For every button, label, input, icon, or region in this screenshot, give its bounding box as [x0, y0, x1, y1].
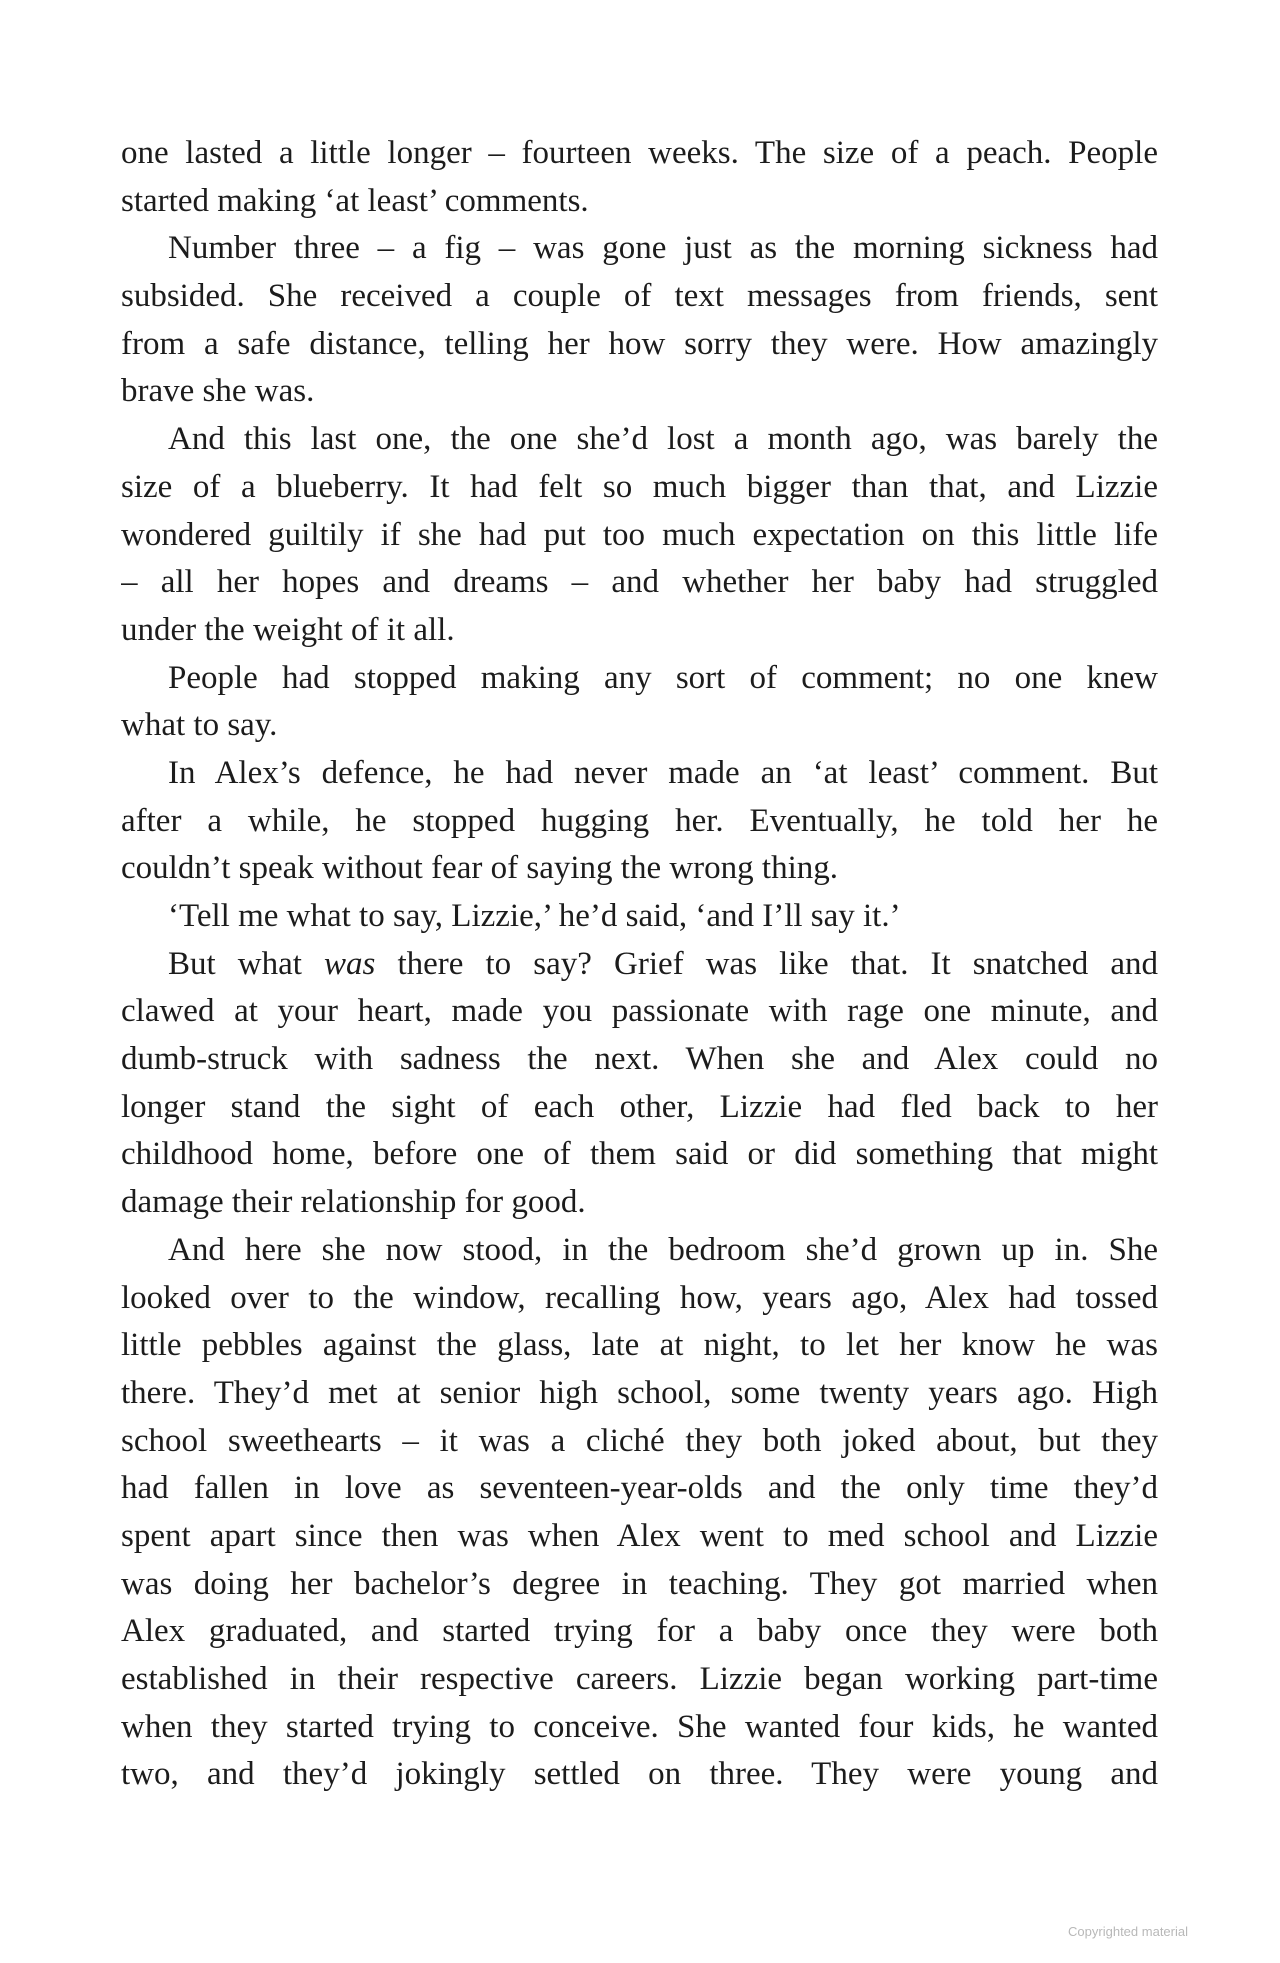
paragraph	[121, 655, 1158, 750]
text-line: Alex graduated, and started trying for a baby once they were both	[121, 1613, 1158, 1650]
text-line	[121, 941, 1158, 989]
text-line: And here she now stood, in the bedroom she’d grown up in. She	[168, 1231, 1158, 1268]
text-line: was doing her bachelor’s degree in teaching. They got married when	[121, 1565, 1158, 1602]
text-line: from a safe distance, telling her how sorry they were. How amazingly	[121, 325, 1158, 362]
text-line: People had stopped making any sort of comment; no one knew	[168, 659, 1158, 696]
text-line: established in their respective careers. Lizzie began working part-time	[121, 1661, 1158, 1697]
text-line: ‘Tell me what to say, Lizzie,’ he’d said, ‘and I’ll say it.’	[168, 898, 901, 934]
paragraph	[121, 130, 1158, 225]
text-line: clawed at your heart, made you passionate with rage one minute, and	[121, 993, 1158, 1030]
paragraph	[121, 1227, 1158, 1799]
text-line: under the weight of it all.	[121, 611, 455, 648]
text-line: And this last one, the one she’d lost a month ago, was barely the	[168, 421, 1158, 458]
text-line: – all her hopes and dreams – and whether her baby had struggled	[121, 564, 1158, 601]
text-line: little pebbles against the glass, late at night, to let her know he was	[121, 1327, 1158, 1364]
copyright-notice: Copyrighted material	[1068, 1924, 1188, 1939]
paragraph	[121, 416, 1158, 654]
text-line: spent apart since then was when Alex went to med school and Lizzie	[121, 1517, 1158, 1554]
text-segment: there to say? Grief was like that. It snatched and	[375, 945, 1158, 982]
text-line: In Alex’s defence, he had never made an ‘at least’ comment. But	[168, 754, 1158, 791]
text-line: longer stand the sight of each other, Lizzie had fled back to her	[121, 1088, 1158, 1125]
text-line: when they started trying to conceive. She wanted four kids, he wanted	[121, 1708, 1158, 1745]
text-line: damage their relationship for good.	[121, 1184, 586, 1221]
text-line: there. They’d met at senior high school, some twenty years ago. High	[121, 1374, 1158, 1411]
text-line: one lasted a little longer – fourteen weeks. The size of a peach. People	[121, 135, 1158, 171]
text-segment: But what	[168, 945, 325, 982]
text-line: after a while, he stopped hugging her. Eventually, he told her he	[121, 802, 1158, 839]
text-line: two, and they’d jokingly settled on three. They were young and	[121, 1756, 1158, 1793]
text-line: school sweethearts – it was a cliché they both joked about, but they	[121, 1422, 1158, 1459]
text-line: looked over to the window, recalling how, years ago, Alex had tossed	[121, 1279, 1158, 1316]
paragraph	[121, 941, 1158, 1227]
text-line: childhood home, before one of them said or did something that might	[121, 1136, 1158, 1173]
text-line: size of a blueberry. It had felt so much bigger than that, and Lizzie	[121, 468, 1158, 505]
paragraph	[121, 893, 1158, 941]
italic-emphasis: was	[324, 945, 376, 982]
paragraph	[121, 750, 1158, 893]
text-line: wondered guiltily if she had put too much expectation on this little life	[121, 516, 1158, 553]
text-line: couldn’t speak without fear of saying the wrong thing.	[121, 850, 838, 887]
text-line: dumb-struck with sadness the next. When she and Alex could no	[121, 1041, 1158, 1078]
paragraph	[121, 225, 1158, 416]
text-line: had fallen in love as seventeen-year-olds and the only time they’d	[121, 1470, 1158, 1507]
text-line: subsided. She received a couple of text messages from friends, sent	[121, 278, 1158, 315]
text-line: brave she was.	[121, 373, 315, 410]
page-body-text	[121, 130, 1158, 1799]
text-line: Number three – a fig – was gone just as the morning sickness had	[168, 230, 1158, 267]
text-line: started making ‘at least’ comments.	[121, 182, 589, 219]
text-line: what to say.	[121, 707, 278, 744]
